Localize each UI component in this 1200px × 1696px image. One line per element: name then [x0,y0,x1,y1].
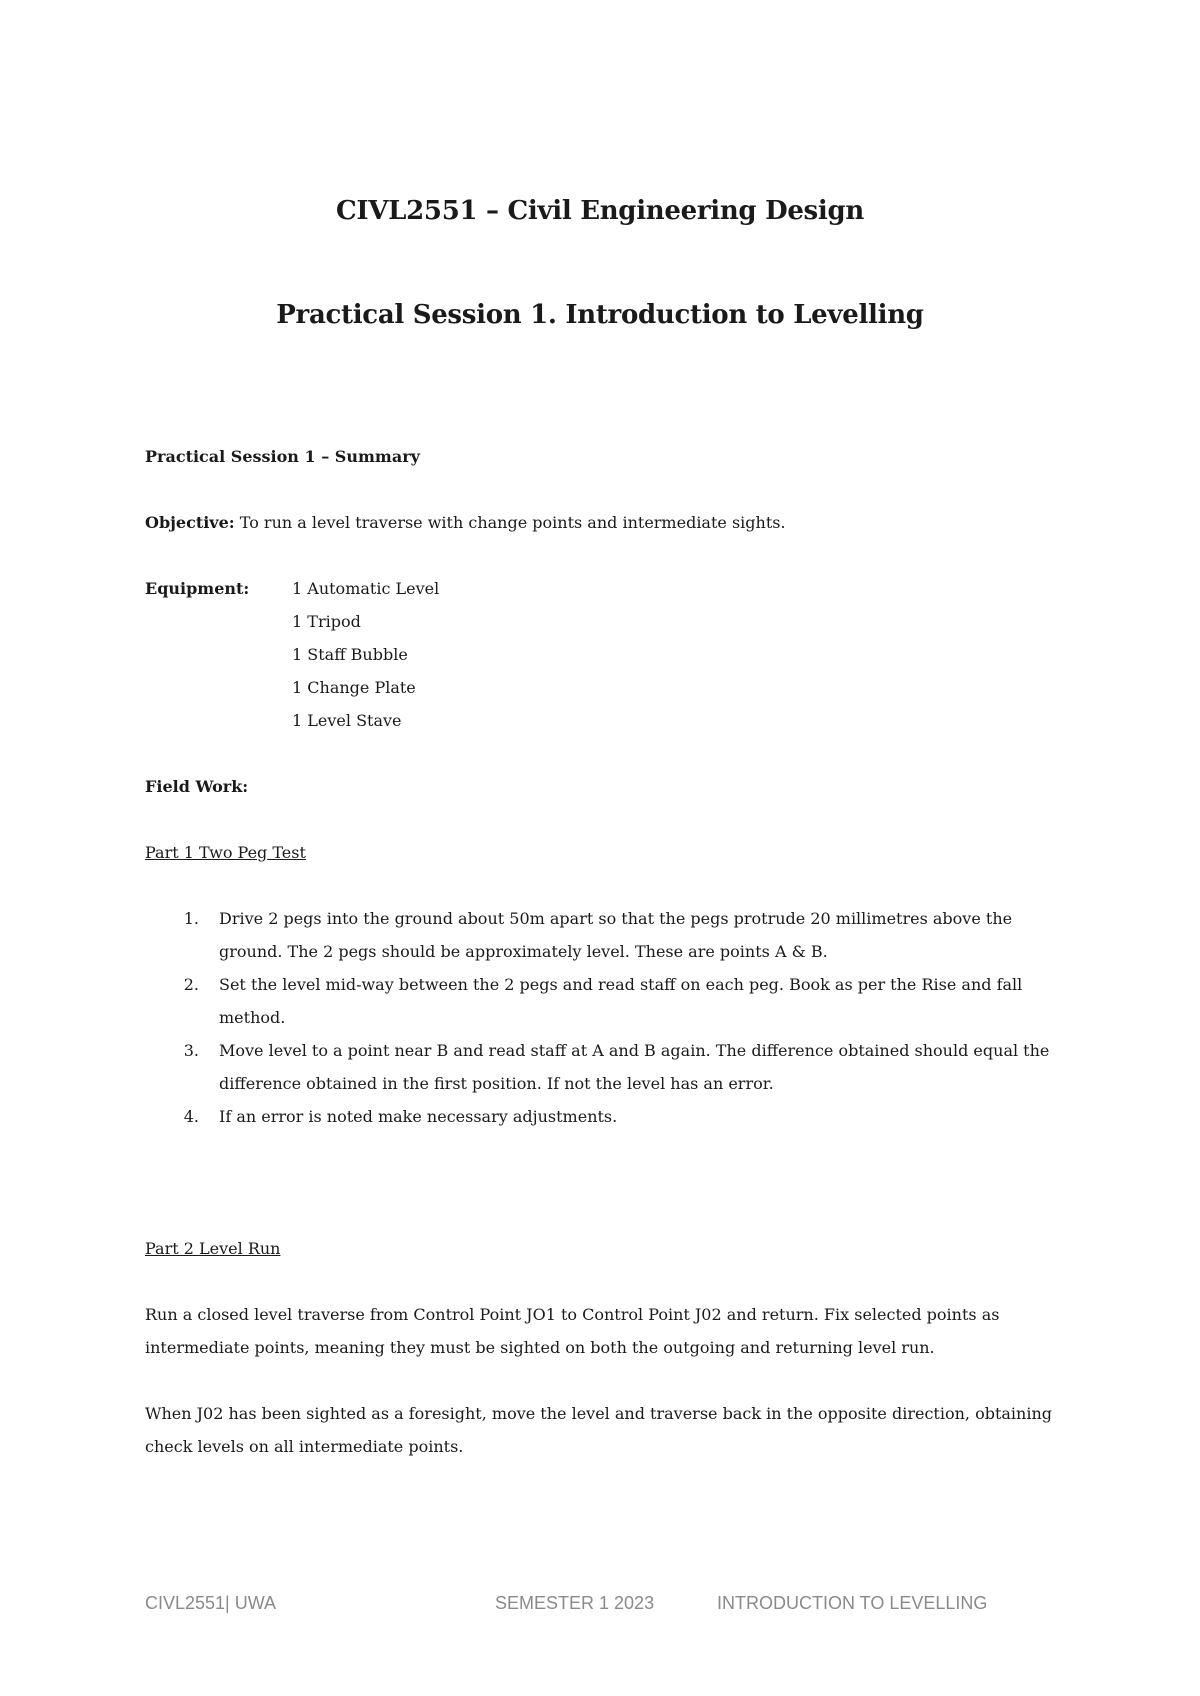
document-body [145,440,1065,1496]
step-number: 1. [183,909,199,928]
footer-course: CIVL2551| UWA [145,1593,277,1613]
equipment-item: 1 Automatic Level [292,579,440,598]
equipment-item: 1 Tripod [292,612,361,631]
step-item [145,1100,1065,1133]
equipment-item: 1 Staff Bubble [292,645,408,664]
step-number: 4. [183,1107,199,1126]
step-item [145,1034,1065,1100]
equipment-list [292,572,439,737]
objective-text: To run a level traverse with change points and intermediate sights. [234,513,786,532]
step-text: Move level to a point near B and read staff at A and B again. The difference obtained should equal the difference obtained in the first position. If not the level has an error. [219,1041,1050,1093]
step-text: If an error is noted make necessary adjustments. [219,1107,618,1126]
part1-steps [145,902,1065,1133]
document-subtitle: Practical Session 1. Introduction to Levelling [276,300,924,330]
footer-topic: INTRODUCTION TO LEVELLING [717,1593,988,1613]
step-text: Drive 2 pegs into the ground about 50m apart so that the pegs protrude 20 millimetres above the ground. The 2 pegs should be approximately level. These are points A & B. [219,909,1013,961]
step-item [145,902,1065,968]
equipment-item: 1 Change Plate [292,678,416,697]
footer-semester: SEMESTER 1 2023 [495,1593,655,1613]
objective-paragraph [145,506,1065,539]
part1-heading: Part 1 Two Peg Test [145,843,306,862]
step-number: 2. [183,975,199,994]
step-number: 3. [183,1041,199,1060]
part2-paragraph: When J02 has been sighted as a foresight, move the level and traverse back in the opposite direction, obtaining check levels on all intermediate points. [145,1404,1052,1456]
equipment-item: 1 Level Stave [292,711,402,730]
equipment-section [145,572,1065,737]
step-text: Set the level mid-way between the 2 pegs and read staff on each peg. Book as per the Rise and fall method. [219,975,1023,1027]
part2-paragraph: Run a closed level traverse from Control Point JO1 to Control Point J02 and return. Fix selected points as intermediate points, meaning they must be sighted on both the outgoing and returning level run. [145,1305,1000,1357]
objective-label: Objective: [145,513,235,532]
equipment-label: Equipment: [145,579,250,598]
part2-heading: Part 2 Level Run [145,1239,281,1258]
document-title: CIVL2551 – Civil Engineering Design [336,196,864,226]
summary-heading: Practical Session 1 – Summary [145,447,420,466]
step-item [145,968,1065,1034]
field-work-heading: Field Work: [145,777,249,796]
